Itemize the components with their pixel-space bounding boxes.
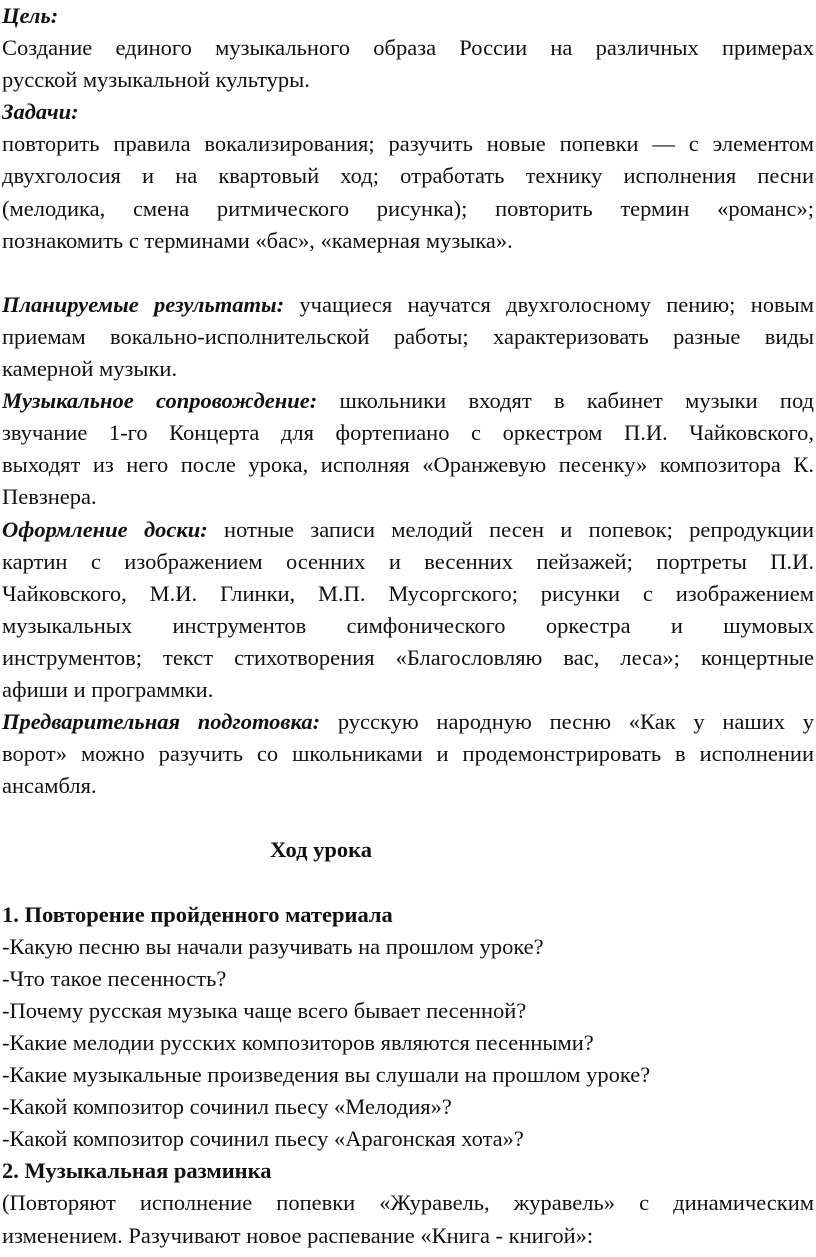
board-label: Оформление доски: [2,516,208,542]
lesson-title: Ход урока [270,837,373,863]
prep-first-line [2,706,814,738]
document-page [2,0,814,1252]
section1-heading-row [2,899,814,931]
prep-line: ворот» можно разучить со школьниками и продемонстрировать в исполнении [2,741,814,767]
question-item: -Какие мелодии русских композиторов являются песенными? [2,1030,594,1055]
board-line: афиши и программки. [2,676,214,702]
prep-text: русскую народную песню «Как у наших у [320,709,814,735]
question-item: -Какой композитор сочинил пьесу «Мелодия»? [2,1094,452,1120]
results-line: камерной музыки. [2,356,178,382]
question-item: -Какие музыкальные произведения вы слушали на прошлом уроке? [2,1062,651,1088]
question-item: -Что такое песенность? [2,965,227,991]
tasks-label: Задачи: [2,99,79,125]
goal-heading [2,0,814,32]
results-label: Планируемые результаты: [2,291,285,317]
music-text: школьники входят в кабинет музыки под [317,388,814,414]
tasks-line: познакомить с терминами «бас», «камерная музыка». [2,227,513,253]
music-first-line [2,385,814,417]
board-line: музыкальных инструментов симфонического оркестра и шумовых [2,612,814,638]
board-first-line [2,514,814,546]
board-line: Чайковского, М.И. Глинки, М.П. Мусоргского; рисунки с изображением [2,580,814,606]
board-line: инструментов; текст стихотворения «Благословляю вас, леса»; концертные [2,644,814,670]
tasks-heading [2,96,814,128]
tasks-line: двухголосия и на квартовый ход; отработать технику исполнения песни [2,163,814,189]
results-first-line [2,289,814,321]
question-item: -Какую песню вы начали разучивать на прошлом уроке? [2,933,544,959]
music-line: Певзнера. [2,484,97,510]
music-line: выходят из него после урока, исполняя «Оранжевую песенку» композитора К. [2,452,814,478]
section2-line: изменением. Разучивают новое распевание «Книга - книгой»: [2,1222,594,1248]
lesson-title-row [2,834,814,866]
prep-label: Предварительная подготовка: [2,709,321,735]
section2-heading: 2. Музыкальная разминка [2,1158,272,1184]
board-line: картин с изображением осенних и весенних пейзажей; портреты П.И. [2,548,814,574]
question-item: -Почему русская музыка чаще всего бывает песенной? [2,997,527,1023]
results-text: учащиеся научатся двухголосному пению; новым [284,291,814,317]
goal-label: Цель: [2,3,59,28]
spacer [2,802,814,834]
question-item: -Какой композитор сочинил пьесу «Арагонская хота»? [2,1126,524,1152]
section2-heading-row [2,1155,814,1187]
tasks-line: (мелодика, смена ритмического рисунка); повторить термин «романс»; [2,195,814,221]
spacer [2,867,814,899]
goal-line: Создание единого музыкального образа России на различных примерах [2,35,814,61]
spacer [2,257,814,289]
tasks-line: повторить правила вокализирования; разучить новые попевки — с элементом [2,131,814,157]
board-text: нотные записи мелодий песен и попевок; репродукции [207,516,814,542]
music-line: звучание 1-го Концерта для фортепиано с оркестром П.И. Чайковского, [2,420,814,446]
section1-heading: 1. Повторение пройденного материала [2,901,393,927]
goal-line: русской музыкальной культуры. [2,67,310,93]
prep-line: ансамбля. [2,773,97,799]
section2-line: (Повторяют исполнение попевки «Журавель, журавель» с динамическим [2,1190,814,1216]
music-label: Музыкальное сопровождение: [2,388,318,414]
results-line: приемам вокально-исполнительской работы; характеризовать разные виды [2,323,814,349]
